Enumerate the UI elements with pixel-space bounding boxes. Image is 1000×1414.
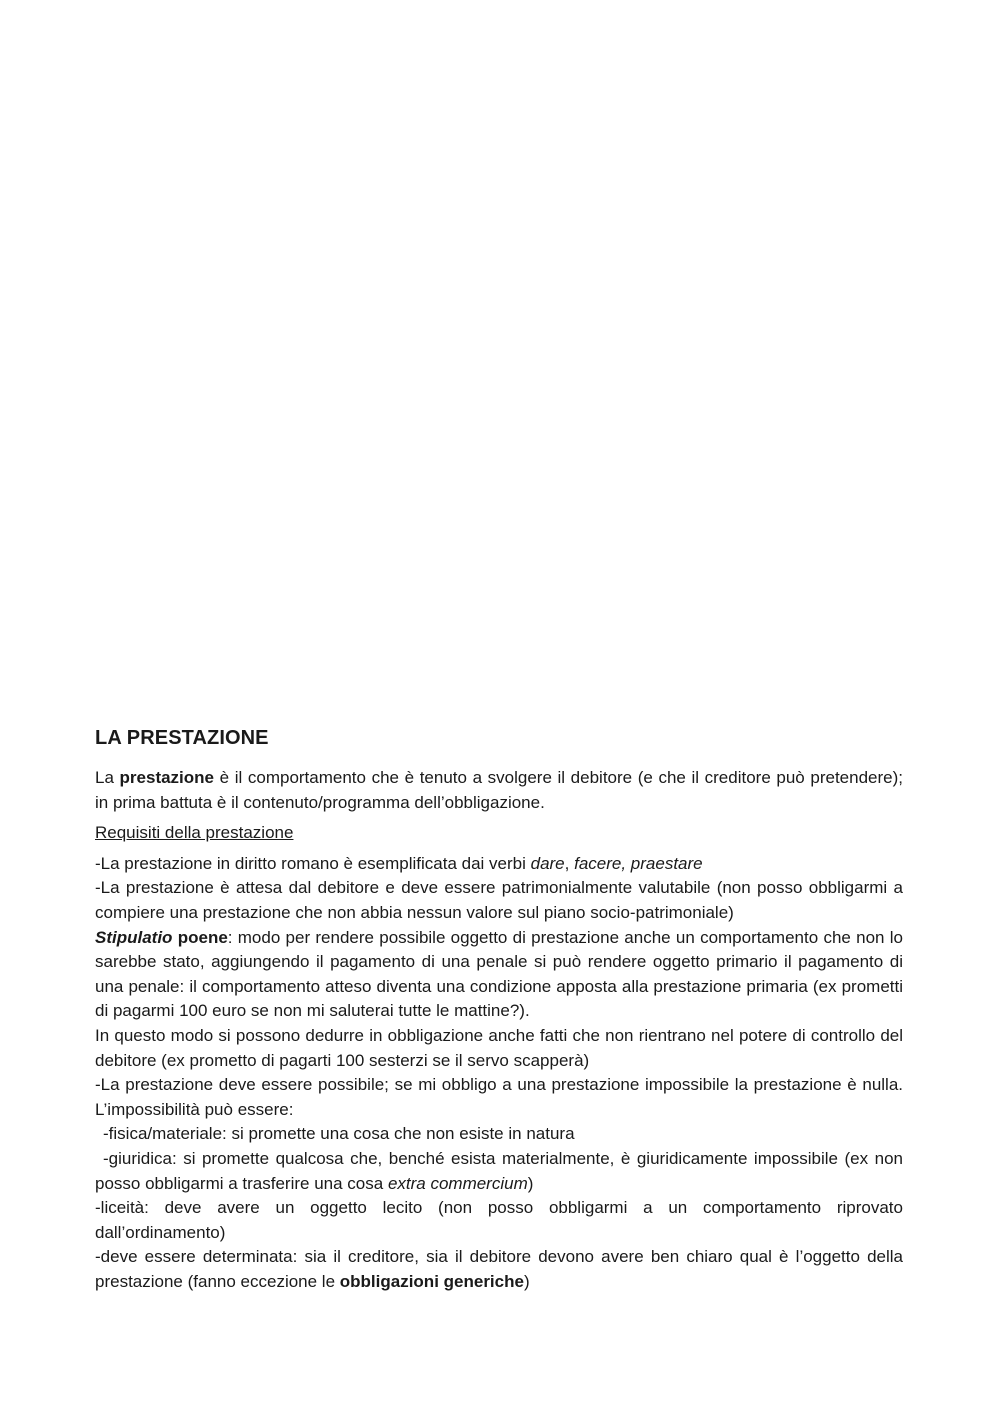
document-content <box>95 727 903 1294</box>
giuridica-pre: -giuridica: si promette qualcosa che, benché esista materialmente, è giuridicamente impossibile (ex non posso obbligarmi a trasferire una cosa <box>95 1148 903 1193</box>
section-heading-text: Requisiti della prestazione <box>95 823 294 843</box>
requirement-determined <box>95 1245 903 1294</box>
stipulatio-term: Stipulatio <box>95 927 173 947</box>
determinata-post: ) <box>523 1271 530 1291</box>
intro-post: è il comportamento che è tenuto a svolgere il debitore (e che il creditore può pretendere); in prima battuta è il contenuto/programma dell’obbligazione. <box>95 768 903 812</box>
requirement-possible: -La prestazione deve essere possibile; se mi obbligo a una prestazione impossibile la prestazione è nulla. L’impossibilità può essere: <box>95 1075 903 1119</box>
intro-bold-term: prestazione <box>119 768 215 787</box>
in-questo-modo-paragraph: In questo modo si possono dedurre in obbligazione anche fatti che non rientrano nel potere di controllo del debitore (ex prometto di pagarti 100 sesterzi se il servo scapperà) <box>95 1025 903 1070</box>
req1-italic-facere: facere, praestare <box>574 853 703 873</box>
determinata-pre: -deve essere determinata: sia il creditore, sia il debitore devono avere ben chiaro qual è l’oggetto della prestazione (fanno eccezione le <box>95 1247 903 1291</box>
determinata-bold: obbligazioni generiche <box>339 1271 524 1291</box>
impossibility-legal <box>95 1147 903 1196</box>
section-heading <box>95 821 903 846</box>
giuridica-italic: extra commercium <box>387 1173 528 1193</box>
req1-italic-dare: dare <box>530 853 565 873</box>
stipulatio-post: : modo per rendere possibile oggetto di prestazione anche un comportamento che non lo sarebbe stato, aggiungendo il pagamento di una penale si può rendere oggetto primario il pagamento di una penale: il comportamento atteso diventa una condizione apposta alla prestazione primaria (ex prometti di pagarmi 100 euro se non mi saluterai tutte le mattine?). <box>95 927 903 1021</box>
req1-pre: -La prestazione in diritto romano è esemplificata dai verbi <box>95 853 531 873</box>
giuridica-post: ) <box>527 1173 534 1193</box>
req1-sep: , <box>564 853 575 873</box>
poene-term: poene <box>177 927 228 947</box>
requirement-roman-verbs <box>95 852 903 877</box>
stipulatio-paragraph <box>95 926 903 1024</box>
requirement-lawful: -liceità: deve avere un oggetto lecito (non posso obbligarmi a un comportamento riprovato dall’ordinamento) <box>95 1198 903 1242</box>
intro-pre: La <box>95 768 120 787</box>
page-title: LA PRESTAZIONE <box>95 727 269 749</box>
intro-paragraph <box>95 766 903 815</box>
impossibility-physical: -fisica/materiale: si promette una cosa che non esiste in natura <box>103 1124 575 1144</box>
requirement-patrimonial: -La prestazione è attesa dal debitore e deve essere patrimonialmente valutabile (non posso obbligarmi a compiere una prestazione che non abbia nessun valore sul piano socio-patrimoniale) <box>95 878 903 922</box>
